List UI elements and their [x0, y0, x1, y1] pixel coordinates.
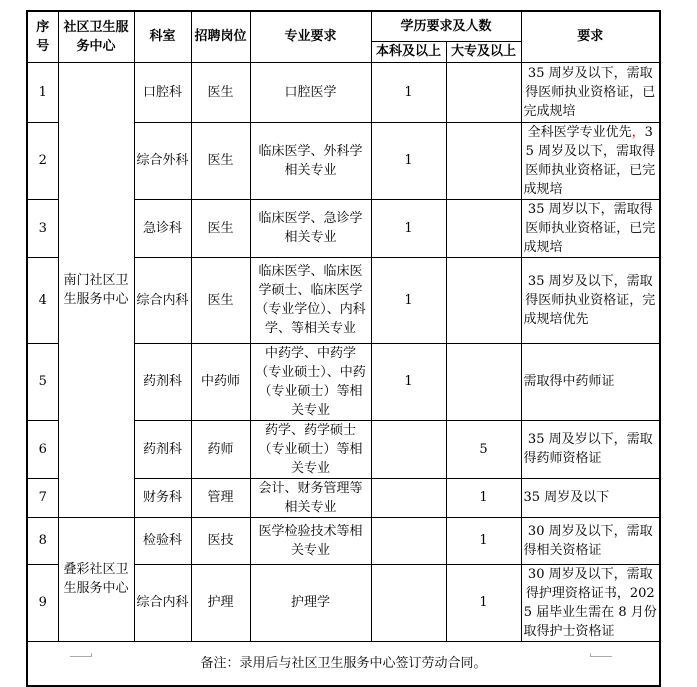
- bachelor-count-cell: 1: [371, 343, 446, 420]
- bachelor-count-cell: 1: [371, 122, 446, 199]
- major-cell: 护理学: [250, 564, 371, 641]
- header-cell-edu-bachelor: 本科及以上: [371, 41, 446, 62]
- dept-cell: 财务科: [134, 478, 191, 517]
- major-cell: 药学、药学硕士（专业硕士）等相关专业: [250, 420, 371, 478]
- ruler-mark-right: [590, 656, 612, 657]
- major-cell: 口腔医学: [250, 62, 371, 122]
- header-cell-position: 招聘岗位: [191, 11, 250, 62]
- requirement-cell: 30 周岁及以下，需取得相关资格证: [521, 517, 660, 564]
- major-cell: 临床医学、临床医学硕士、临床医学（专业学位）、内科学、等相关专业: [250, 257, 371, 343]
- table-row: [27, 62, 660, 122]
- table-header: [27, 11, 660, 62]
- header-cell-dept: 科室: [134, 11, 191, 62]
- dept-cell: 药剂科: [134, 343, 191, 420]
- position-cell: 医生: [191, 257, 250, 343]
- dept-cell: 综合内科: [134, 564, 191, 641]
- row-number-cell: 2: [27, 122, 58, 199]
- position-cell: 管理: [191, 478, 250, 517]
- position-cell: 中药师: [191, 343, 250, 420]
- center-cell: 叠彩社区卫生服务中心: [58, 517, 134, 641]
- header-cell-center: 社区卫生服务中心: [58, 11, 134, 62]
- dept-cell: 药剂科: [134, 420, 191, 478]
- remark-cell: 备注：录用后与社区卫生服务中心签订劳动合同。: [27, 641, 660, 686]
- college-count-cell: [446, 343, 521, 420]
- college-count-cell: [446, 199, 521, 257]
- college-count-cell: [446, 122, 521, 199]
- position-cell: 医技: [191, 517, 250, 564]
- bachelor-count-cell: 1: [371, 257, 446, 343]
- requirement-cell: 35 周岁及以下，需取得医师执业资格证，已完成规培: [521, 62, 660, 122]
- row-number-cell: 6: [27, 420, 58, 478]
- ruler-tick-icon: [91, 653, 92, 657]
- bachelor-count-cell: [371, 517, 446, 564]
- table-row: [27, 517, 660, 564]
- college-count-cell: 5: [446, 420, 521, 478]
- dept-cell: 急诊科: [134, 199, 191, 257]
- row-number-cell: 5: [27, 343, 58, 420]
- ruler-mark-left: [70, 656, 92, 657]
- major-cell: 会计、财务管理等相关专业: [250, 478, 371, 517]
- row-number-cell: 4: [27, 257, 58, 343]
- college-count-cell: [446, 257, 521, 343]
- requirement-cell: 35 周岁及以下，需取得医师执业资格证，完成规培优先: [521, 257, 660, 343]
- college-count-cell: [446, 62, 521, 122]
- header-cell-major: 专业要求: [250, 11, 371, 62]
- college-count-cell: 1: [446, 478, 521, 517]
- requirement-cell: 35 周岁以下，需取得医师执业资格证，已完成规培: [521, 199, 660, 257]
- row-number-cell: 7: [27, 478, 58, 517]
- college-count-cell: 1: [446, 564, 521, 641]
- dept-cell: 综合外科: [134, 122, 191, 199]
- bachelor-count-cell: [371, 420, 446, 478]
- center-cell: 南门社区卫生服务中心: [58, 62, 134, 517]
- college-count-cell: 1: [446, 517, 521, 564]
- header-cell-edu-college: 大专及以上: [446, 41, 521, 62]
- major-cell: 临床医学、外科学相关专业: [250, 122, 371, 199]
- bachelor-count-cell: 1: [371, 62, 446, 122]
- bachelor-count-cell: [371, 564, 446, 641]
- requirement-cell: 35 周岁及以下: [521, 478, 660, 517]
- requirement-cell: 需取得中药师证: [521, 343, 660, 420]
- recruitment-table: [26, 10, 661, 687]
- dept-cell: 综合内科: [134, 257, 191, 343]
- table-footer: [27, 641, 660, 686]
- requirement-segment: ，: [631, 124, 645, 140]
- position-cell: 药师: [191, 420, 250, 478]
- requirement-segment: 全科医学专业优先: [527, 124, 632, 140]
- major-cell: 医学检验技术等相关专业: [250, 517, 371, 564]
- requirement-cell: 35 周及岁以下，需取得药师资格证: [521, 420, 660, 478]
- row-number-cell: 1: [27, 62, 58, 122]
- major-cell: 中药学、中药学（专业硕士）、中药（专业硕士）等相关专业: [250, 343, 371, 420]
- recruitment-table-container: [26, 10, 661, 687]
- position-cell: 医生: [191, 62, 250, 122]
- header-cell-no: 序号: [27, 11, 58, 62]
- bachelor-count-cell: 1: [371, 199, 446, 257]
- requirement-cell: 30 周岁及以下，需取得护理资格证书，2025 届毕业生需在 8 月份取得护士资格证: [521, 564, 660, 641]
- row-number-cell: 9: [27, 564, 58, 641]
- header-cell-requirement: 要求: [521, 11, 660, 62]
- position-cell: 护理: [191, 564, 250, 641]
- header-cell-edu-group: 学历要求及人数: [371, 11, 521, 41]
- row-number-cell: 3: [27, 199, 58, 257]
- bachelor-count-cell: [371, 478, 446, 517]
- row-number-cell: 8: [27, 517, 58, 564]
- table-body: [27, 62, 660, 641]
- requirement-cell: [521, 122, 660, 199]
- major-cell: 临床医学、急诊学相关专业: [250, 199, 371, 257]
- dept-cell: 检验科: [134, 517, 191, 564]
- requirement-segment: 35 周岁及以下，需取得医师执业资格证，已完成规培: [523, 124, 656, 197]
- dept-cell: 口腔科: [134, 62, 191, 122]
- ruler-tick-icon: [590, 653, 591, 657]
- position-cell: 医生: [191, 199, 250, 257]
- position-cell: 医生: [191, 122, 250, 199]
